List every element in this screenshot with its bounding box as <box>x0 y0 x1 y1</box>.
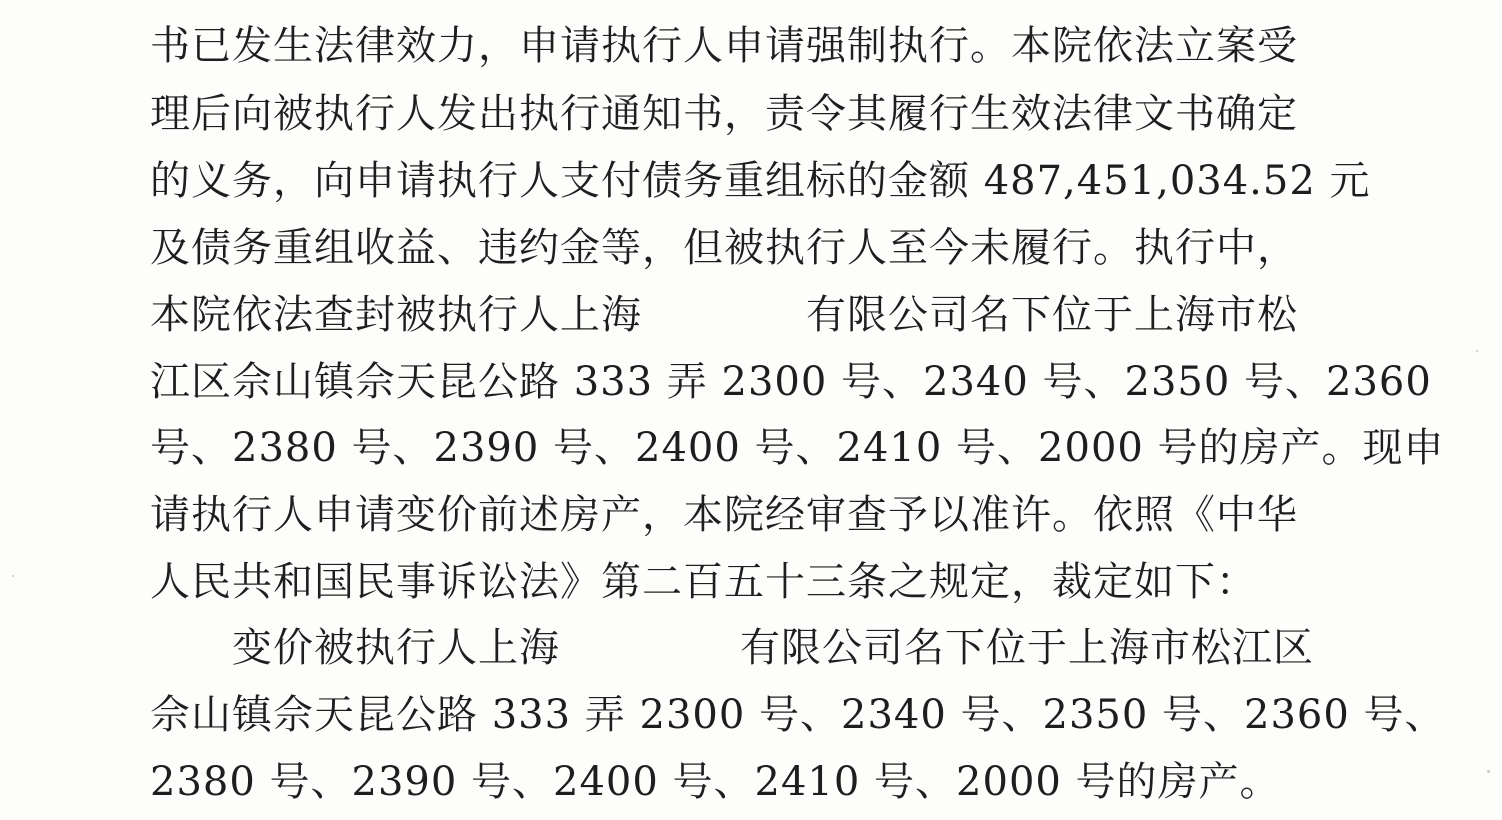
text-line-5 <box>150 289 1296 341</box>
text-line-9: 人民共和国民事诉讼法》第二百五十三条之规定，裁定如下： <box>150 559 1257 605</box>
text-line-12: 2380 号、2390 号、2400 号、2410 号、2000 号的房产。 <box>150 759 1281 805</box>
text-line-6: 江区佘山镇佘天昆公路 333 弄 2300 号、2340 号、2350 号、2360 <box>150 359 1432 405</box>
scan-speck <box>1476 350 1478 352</box>
text-line-10-right: 有限公司名下位于上海市松江区 <box>740 625 1314 671</box>
text-line-7: 号、2380 号、2390 号、2400 号、2410 号、2000 号的房产。现申 <box>150 425 1445 471</box>
text-line-5-left: 本院依法查封被执行人上海 <box>150 292 642 338</box>
text-line-4: 及债务重组收益、违约金等，但被执行人至今未履行。执行中， <box>150 225 1298 271</box>
text-line-10-left: 变价被执行人上海 <box>232 625 560 671</box>
text-line-8: 请执行人申请变价前述房产，本院经审查予以准许。依照《中华 <box>150 492 1298 538</box>
text-line-5-right: 有限公司名下位于上海市松 <box>806 292 1298 338</box>
text-line-2: 理后向被执行人发出执行通知书，责令其履行生效法律文书确定 <box>150 91 1298 137</box>
text-line-1: 书已发生法律效力，申请执行人申请强制执行。本院依法立案受 <box>150 23 1298 69</box>
text-line-11: 佘山镇佘天昆公路 333 弄 2300 号、2340 号、2350 号、2360 号、 <box>150 692 1446 738</box>
text-line-10 <box>150 622 1314 674</box>
scan-speck <box>1487 770 1490 773</box>
scan-speck <box>12 575 14 577</box>
text-line-3: 的义务，向申请执行人支付债务重组标的金额 487,451,034.52 元 <box>150 158 1371 204</box>
